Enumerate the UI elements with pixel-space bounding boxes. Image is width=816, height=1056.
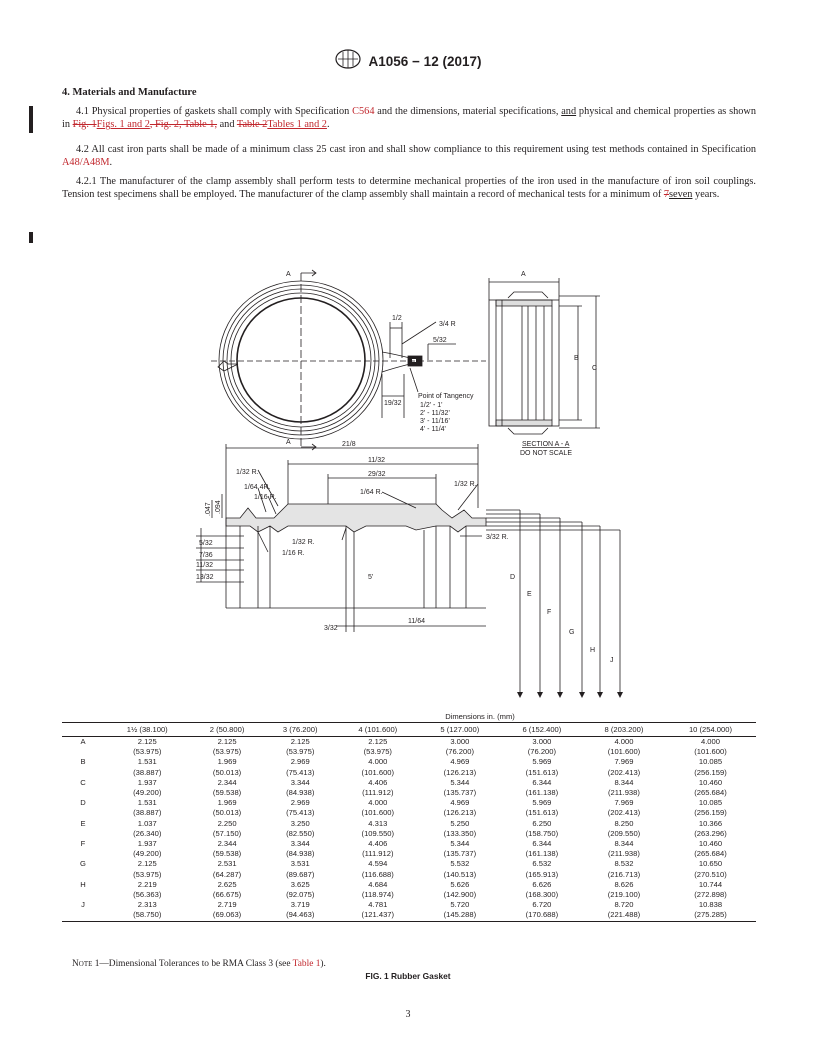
cell-mm: (165.913) bbox=[525, 869, 559, 879]
row-label-blank bbox=[62, 808, 104, 818]
cell-mm: (64.287) bbox=[212, 869, 242, 879]
cell-mm: (50.013) bbox=[212, 808, 242, 818]
section-heading: 4. Materials and Manufacture bbox=[62, 87, 197, 98]
cell-inches: 10.085 bbox=[698, 757, 723, 767]
cell-inches: 2.125 bbox=[137, 859, 157, 869]
link-c564[interactable]: C564 bbox=[352, 106, 375, 117]
table-row bbox=[62, 910, 756, 921]
cell-mm: (272.898) bbox=[694, 890, 727, 900]
table-row bbox=[62, 890, 756, 900]
cell-inches: 6.250 bbox=[532, 818, 552, 828]
column-header: 2 (50.800) bbox=[191, 723, 264, 737]
label-r132-b: 1/32 R. bbox=[454, 481, 477, 488]
cell-inches: 4.000 bbox=[614, 737, 634, 746]
cell-mm: (101.600) bbox=[361, 808, 395, 818]
cell-inches: 2.969 bbox=[290, 757, 310, 767]
change-bar bbox=[29, 232, 33, 243]
label-tangency: Point of Tangency bbox=[418, 393, 474, 400]
cell-mm: (126.213) bbox=[443, 767, 477, 777]
cell-mm: (202.413) bbox=[607, 808, 641, 818]
table-row bbox=[62, 798, 756, 808]
table-row bbox=[62, 747, 756, 757]
cell-inches: 8.532 bbox=[614, 859, 634, 869]
dimensions-table bbox=[62, 722, 756, 922]
cell-inches: 1.937 bbox=[137, 777, 157, 787]
column-header: 3 (76.200) bbox=[264, 723, 337, 737]
label-tangency-2: 2' - 11/32' bbox=[420, 410, 450, 417]
label-1932: 19/32 bbox=[384, 400, 402, 407]
cell-mm: (202.413) bbox=[607, 767, 641, 777]
cell-inches: 3.531 bbox=[290, 859, 310, 869]
table-body bbox=[62, 737, 756, 922]
cell-inches: 6.720 bbox=[532, 900, 552, 910]
row-label-blank bbox=[62, 890, 104, 900]
cell-inches: 8.250 bbox=[614, 818, 634, 828]
cell-mm: (133.350) bbox=[443, 828, 477, 838]
table-row bbox=[62, 849, 756, 859]
label-f: F bbox=[547, 609, 552, 616]
cell-mm: (82.550) bbox=[286, 828, 315, 838]
cell-mm: (135.737) bbox=[443, 788, 477, 798]
cell-mm: (263.296) bbox=[694, 828, 727, 838]
row-label: D bbox=[80, 798, 86, 808]
cell-mm: (219.100) bbox=[607, 890, 641, 900]
cell-inches: 10.460 bbox=[698, 777, 723, 787]
cell-mm: (75.413) bbox=[286, 767, 315, 777]
cell-mm: (49.200) bbox=[133, 788, 162, 798]
cell-inches: 4.969 bbox=[450, 798, 470, 808]
cell-inches: 2.250 bbox=[217, 818, 237, 828]
label-half: 1/2 bbox=[392, 315, 402, 322]
cell-inches: 6.344 bbox=[532, 839, 552, 849]
cell-mm: (69.063) bbox=[191, 910, 264, 921]
cell-inches: 5.720 bbox=[450, 900, 470, 910]
cell-inches: 8.626 bbox=[614, 879, 634, 889]
cell-inches: 6.626 bbox=[532, 879, 552, 889]
cell-mm: (170.688) bbox=[501, 910, 583, 921]
cell-inches: 10.744 bbox=[698, 879, 723, 889]
label-b1164: 11/64 bbox=[408, 618, 425, 625]
cell-inches: 2.313 bbox=[137, 900, 157, 910]
label-section: SECTION A - A bbox=[522, 441, 570, 448]
cell-mm: (101.600) bbox=[607, 747, 641, 757]
figure-caption: FIG. 1 Rubber Gasket bbox=[365, 971, 451, 981]
cell-inches: 2.625 bbox=[217, 879, 237, 889]
cell-inches: 5.532 bbox=[450, 859, 470, 869]
cell-inches: 5.969 bbox=[532, 798, 552, 808]
column-header bbox=[62, 723, 104, 737]
label-h: H bbox=[590, 647, 596, 654]
cell-mm: (168.300) bbox=[525, 890, 559, 900]
astm-logo-icon bbox=[335, 49, 361, 74]
cell-mm: (109.550) bbox=[361, 828, 395, 838]
cell-inches: 2.719 bbox=[217, 900, 237, 910]
label-1132: 11/32 bbox=[368, 457, 385, 464]
label-094: .094 bbox=[215, 500, 222, 514]
cell-inches: 1.531 bbox=[137, 757, 157, 767]
cell-inches: 3.000 bbox=[532, 737, 552, 746]
row-label: F bbox=[80, 839, 86, 849]
row-label: G bbox=[80, 859, 86, 869]
column-header: 6 (152.400) bbox=[501, 723, 583, 737]
cell-inches: 4.406 bbox=[368, 777, 388, 787]
cell-mm: (53.975) bbox=[212, 747, 242, 757]
cell-mm: (59.538) bbox=[212, 849, 242, 859]
cell-mm: (209.550) bbox=[607, 828, 641, 838]
cell-inches: 3.344 bbox=[290, 839, 310, 849]
cell-mm: (53.975) bbox=[133, 869, 162, 879]
row-label-blank bbox=[62, 747, 104, 757]
change-bar bbox=[29, 106, 33, 133]
cell-inches: 2.125 bbox=[368, 737, 388, 746]
paragraph-4-2: 4.2 All cast iron parts shall be made of a minimum class 25 cast iron and shall show compliance to this requirement using test methods contained in Specification A48/A48M. bbox=[62, 144, 756, 169]
label-r1644: 1/64 4R. bbox=[244, 484, 271, 491]
cell-mm: (56.363) bbox=[133, 890, 162, 900]
cell-inches: 1.969 bbox=[217, 798, 237, 808]
cell-mm: (161.138) bbox=[525, 849, 559, 859]
table-row bbox=[62, 819, 756, 829]
label-d: D bbox=[510, 574, 516, 581]
label-s1332: 13/32 bbox=[196, 574, 214, 581]
cell-mm: (101.600) bbox=[361, 767, 395, 777]
label-s1132: 11/32 bbox=[196, 562, 213, 569]
cell-mm: (49.200) bbox=[133, 849, 162, 859]
cell-inches: 8.720 bbox=[614, 900, 634, 910]
cell-inches: 2.219 bbox=[137, 879, 157, 889]
cell-inches: 5.969 bbox=[532, 757, 552, 767]
table-row bbox=[62, 788, 756, 798]
page-header bbox=[0, 49, 816, 74]
cell-inches: 1.531 bbox=[137, 798, 157, 808]
row-label: A bbox=[80, 737, 86, 746]
cell-inches: 4.594 bbox=[368, 859, 388, 869]
label-a-bottom: A bbox=[286, 439, 291, 446]
cell-inches: 6.532 bbox=[532, 859, 552, 869]
cell-inches: 1.037 bbox=[137, 818, 157, 828]
cell-mm: (270.510) bbox=[694, 869, 727, 879]
cell-mm: (145.288) bbox=[419, 910, 501, 921]
page-number: 3 bbox=[405, 1009, 411, 1020]
cell-mm: (111.912) bbox=[362, 849, 394, 859]
cell-inches: 6.344 bbox=[532, 777, 552, 787]
cell-mm: (53.975) bbox=[363, 747, 392, 757]
column-header: 5 (127.000) bbox=[419, 723, 501, 737]
cell-mm: (211.938) bbox=[607, 849, 640, 859]
cell-mm: (221.488) bbox=[583, 910, 665, 921]
cell-mm: (135.737) bbox=[443, 849, 477, 859]
table-row bbox=[62, 859, 756, 869]
cell-inches: 7.969 bbox=[614, 757, 634, 767]
cell-inches: 2.125 bbox=[137, 737, 157, 746]
cell-mm: (38.887) bbox=[133, 808, 162, 818]
label-r34: 3/4 R bbox=[439, 321, 456, 328]
row-label-blank bbox=[62, 910, 104, 921]
label-r132-a: 1/32 R. bbox=[236, 469, 259, 476]
cell-inches: 7.969 bbox=[614, 798, 634, 808]
link-table-1[interactable]: Table 1 bbox=[292, 959, 321, 969]
cell-mm: (57.150) bbox=[212, 828, 242, 838]
cell-mm: (53.975) bbox=[133, 747, 162, 757]
cell-mm: (151.613) bbox=[525, 808, 559, 818]
cell-inches: 10.838 bbox=[698, 900, 723, 910]
column-header: 1½ (38.100) bbox=[104, 723, 191, 737]
cell-inches: 4.313 bbox=[368, 818, 388, 828]
label-g: G bbox=[569, 629, 575, 636]
label-r116-b: 1/16 R. bbox=[282, 550, 305, 557]
row-label-blank bbox=[62, 768, 104, 778]
cell-inches: 4.406 bbox=[368, 839, 388, 849]
rubber-gasket-drawing bbox=[196, 268, 636, 708]
cell-inches: 4.000 bbox=[368, 798, 388, 808]
label-r132-c: 1/32 R. bbox=[292, 539, 315, 546]
cell-mm: (161.138) bbox=[525, 788, 559, 798]
cell-mm: (59.538) bbox=[212, 788, 242, 798]
cell-inches: 2.531 bbox=[217, 859, 237, 869]
cell-inches: 4.684 bbox=[368, 879, 388, 889]
table-row bbox=[62, 839, 756, 849]
table-row bbox=[62, 778, 756, 788]
cell-inches: 5.626 bbox=[450, 879, 470, 889]
label-e: E bbox=[527, 591, 532, 598]
label-do-not-scale: DO NOT SCALE bbox=[520, 450, 572, 457]
cell-mm: (111.912) bbox=[362, 788, 394, 798]
cell-mm: (84.938) bbox=[286, 849, 315, 859]
cell-mm: (50.013) bbox=[212, 767, 242, 777]
table-row bbox=[62, 768, 756, 778]
cell-inches: 2.969 bbox=[290, 798, 310, 808]
column-header: 4 (101.600) bbox=[337, 723, 419, 737]
note-1: Note 1—Dimensional Tolerances to be RMA Class 3 (see Table 1). bbox=[72, 959, 326, 969]
cell-mm: (142.900) bbox=[443, 890, 477, 900]
cell-inches: 3.000 bbox=[450, 737, 470, 746]
document-title: A1056 − 12 (2017) bbox=[368, 54, 482, 69]
table-row bbox=[62, 870, 756, 880]
cell-mm: (92.075) bbox=[286, 890, 315, 900]
cell-inches: 2.125 bbox=[217, 737, 237, 746]
cell-inches: 5.250 bbox=[450, 818, 470, 828]
label-b332: 3/32 bbox=[324, 625, 338, 632]
row-label-blank bbox=[62, 870, 104, 880]
cell-mm: (116.688) bbox=[361, 869, 394, 879]
table-row bbox=[62, 737, 756, 748]
cell-inches: 4.969 bbox=[450, 757, 470, 767]
label-c: C bbox=[592, 365, 598, 372]
cell-inches: 3.250 bbox=[290, 818, 310, 828]
cell-mm: (38.887) bbox=[133, 767, 162, 777]
label-s736: 7/36 bbox=[199, 552, 213, 559]
cell-mm: (53.975) bbox=[286, 747, 315, 757]
row-label-blank bbox=[62, 829, 104, 839]
cell-mm: (84.938) bbox=[286, 788, 315, 798]
table-row bbox=[62, 829, 756, 839]
cell-mm: (58.750) bbox=[104, 910, 191, 921]
label-tangency-3: 3' - 11/16' bbox=[420, 418, 450, 425]
cell-mm: (151.613) bbox=[525, 767, 559, 777]
cell-mm: (89.687) bbox=[286, 869, 315, 879]
label-r164: 1/64 R. bbox=[360, 489, 383, 496]
column-header: 8 (203.200) bbox=[583, 723, 665, 737]
table-row bbox=[62, 880, 756, 890]
row-label: J bbox=[81, 900, 85, 910]
cell-mm: (76.200) bbox=[445, 747, 474, 757]
label-r116-a: 1/16 R. bbox=[254, 494, 277, 501]
table-row bbox=[62, 900, 756, 910]
row-label: E bbox=[80, 818, 86, 828]
cell-inches: 4.000 bbox=[368, 757, 388, 767]
cell-mm: (256.159) bbox=[694, 767, 727, 777]
cell-inches: 5.344 bbox=[450, 777, 470, 787]
cell-mm: (140.513) bbox=[443, 869, 477, 879]
label-tangency-1: 1/2' - 1' bbox=[420, 402, 443, 409]
link-tables-1-2[interactable]: Tables 1 and 2 bbox=[267, 119, 327, 131]
label-r332: 3/32 R. bbox=[486, 534, 509, 541]
cell-mm: (216.713) bbox=[607, 869, 641, 879]
cell-mm: (265.684) bbox=[694, 788, 727, 798]
cell-inches: 5.344 bbox=[450, 839, 470, 849]
cell-mm: (66.675) bbox=[212, 890, 242, 900]
cell-inches: 10.366 bbox=[698, 818, 723, 828]
label-deg5: 5' bbox=[368, 574, 374, 581]
table-row bbox=[62, 757, 756, 767]
cell-mm: (75.413) bbox=[286, 808, 315, 818]
cell-mm: (94.463) bbox=[264, 910, 337, 921]
cell-mm: (101.600) bbox=[694, 747, 727, 757]
table-caption: Dimensions in. (mm) bbox=[445, 712, 515, 721]
row-label: H bbox=[80, 879, 86, 889]
cell-inches: 8.344 bbox=[614, 777, 634, 787]
cell-inches: 3.344 bbox=[290, 777, 310, 787]
cell-inches: 3.625 bbox=[290, 879, 310, 889]
table-row bbox=[62, 808, 756, 818]
cell-inches: 3.719 bbox=[290, 900, 310, 910]
label-b: B bbox=[574, 355, 579, 362]
cell-mm: (158.750) bbox=[525, 828, 559, 838]
cell-inches: 2.344 bbox=[217, 839, 237, 849]
cell-inches: 10.460 bbox=[698, 839, 723, 849]
label-532: 5/32 bbox=[433, 337, 447, 344]
table-header-row bbox=[62, 723, 756, 737]
cell-inches: 10.650 bbox=[698, 859, 723, 869]
label-218: 21/8 bbox=[342, 441, 356, 448]
cell-inches: 2.344 bbox=[217, 777, 237, 787]
paragraph-4-2-1: 4.2.1 The manufacturer of the clamp assembly shall perform tests to determine mechanical properties of the iron used in the manufacture of iron soil couplings. Tension test specimens shall be employed. The manufacturer of the clamp assembly shall maintain a record of mechanical tests for a minimum of 7seven years. bbox=[62, 176, 756, 201]
paragraph-4-1: 4.1 Physical properties of gaskets shall comply with Specification C564 and the dimensions, material specifications, and physical and chemical properties as shown in Fig. 1Figs. 1 and 2, Fig. 2, Table 1, and Table 2Tables 1 and 2. bbox=[62, 106, 756, 131]
cell-inches: 2.125 bbox=[290, 737, 310, 746]
cell-inches: 8.344 bbox=[614, 839, 634, 849]
link-figs-1-2[interactable]: Figs. 1 and 2 bbox=[96, 119, 150, 131]
cell-mm: (76.200) bbox=[527, 747, 557, 757]
row-label-blank bbox=[62, 788, 104, 798]
cell-mm: (118.974) bbox=[361, 890, 394, 900]
cell-inches: 4.000 bbox=[700, 737, 720, 746]
column-header: 10 (254.000) bbox=[665, 723, 756, 737]
row-label-blank bbox=[62, 849, 104, 859]
row-label: B bbox=[80, 757, 86, 767]
cell-mm: (275.285) bbox=[665, 910, 756, 921]
cell-mm: (256.159) bbox=[694, 808, 727, 818]
cell-mm: (26.340) bbox=[133, 828, 162, 838]
label-j: J bbox=[610, 657, 614, 664]
cell-mm: (211.938) bbox=[607, 788, 640, 798]
label-a-section: A bbox=[521, 271, 526, 278]
label-047: .047 bbox=[205, 502, 212, 516]
link-a48[interactable]: A48/A48M bbox=[62, 157, 110, 169]
label-2932: 29/32 bbox=[368, 471, 386, 478]
cell-inches: 10.085 bbox=[698, 798, 723, 808]
label-a-top: A bbox=[286, 271, 291, 278]
cell-inches: 1.937 bbox=[137, 839, 157, 849]
cell-inches: 1.969 bbox=[217, 757, 237, 767]
row-label: C bbox=[80, 777, 86, 787]
label-s532: 5/32 bbox=[199, 540, 213, 547]
cell-inches: 4.781 bbox=[368, 900, 388, 910]
cell-mm: (265.684) bbox=[694, 849, 727, 859]
label-tangency-4: 4' - 11/4' bbox=[420, 426, 446, 433]
cell-mm: (121.437) bbox=[337, 910, 419, 921]
cell-mm: (126.213) bbox=[443, 808, 477, 818]
